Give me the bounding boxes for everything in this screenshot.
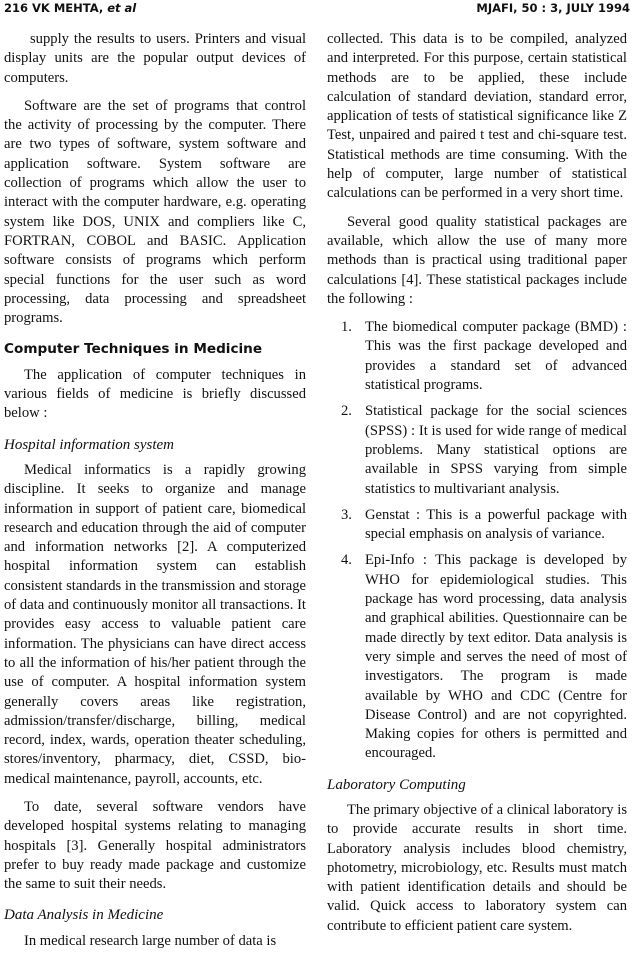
paragraph: supply the results to users. Printers and visual display units are the popular output devices of computers. [4,31,306,86]
list-item [327,506,627,545]
right-column [327,30,627,945]
list-item [327,551,627,763]
subsection-heading: Hospital information system [4,436,175,453]
list-text: The biomedical computer package (BMD) : This was the first package developed and provides a standard set of advanced statistical programs. [365,319,627,394]
header-author [4,1,136,15]
list-number: 3. [341,506,352,523]
subsection-heading: Data Analysis in Medicine [4,907,164,924]
left-column [4,30,306,960]
running-header [4,0,630,16]
list-item [327,318,627,395]
list-text: Statistical package for the social sciences (SPSS) : It is used for wide range of medical problems. Many statistical options are available in SPSS varying from simple statistics to multivariant analysis. [365,403,627,497]
list-number: 1. [341,319,352,336]
paragraph: The application of computer techniques in various fields of medicine is briefly discussed below : [4,366,306,422]
paragraph: The primary objective of a clinical laboratory is to provide accurate results in short time. Laboratory analysis includes blood chemistry, photometry, microbiology, etc. Results must match with patient identification details and should be valid. Quick access to laboratory system can contribute to efficient patient care system. [327,801,627,934]
paragraph: To date, several software vendors have developed hospital systems relating to managing hospitals [3]. Generally hospital administrators prefer to buy ready made package and customize the same to suit their needs. [4,798,306,893]
header-author-plain: 216 VK MEHTA, [4,1,108,15]
list-item [327,402,627,498]
package-list [327,318,627,764]
list-text: Epi-Info : This package is developed by WHO for epidemiological studies. This package has word processing, data analysis and graphical abilities. Questionnaire can be made directly by text editor. Data analysis is very simple and serves the need of most of investigators. The program is made available by WHO and CDC (Centre for Disease Control) and are not copyrighted. Making copies for others is permitted and encouraged. [365,552,627,762]
header-author-etal: et al [107,1,137,15]
header-journal: MJAFI, 50 : 3, JULY 1994 [476,1,630,15]
paragraph: Software are the set of programs that control the activity of processing by the computer. There are two types of software, system software and application software. System software are collection of programs which allow the user to interact with the computer hardware, e.g. operating system like DOS, UNIX and compliers like C, FORTRAN, COBOL and BASIC. Application software consists of programs which perform special functions for the user such as word processing, data processing and spreadsheet programs. [4,97,306,327]
list-text: Genstat : This is a powerful package with special emphasis on analysis of variance. [365,506,627,543]
list-number: 2. [341,403,352,420]
paragraph: In medical research large number of data is [24,932,277,949]
list-number: 4. [341,552,352,569]
section-heading: Computer Techniques in Medicine [4,341,263,358]
subsection-heading: Laboratory Computing [327,776,466,793]
paragraph: collected. This data is to be compiled, analyzed and interpreted. For this purpose, certain statistical methods are to be applied, these include calculation of standard deviation, standard error, application of tests of statistical significance like Z Test, unpaired and paired t test and chi-square test. Statistical methods are time consuming. With the help of computer, large number of statistical calculations can be performed in a very short time. [327,31,627,202]
paragraph: Medical informatics is a rapidly growing discipline. It seeks to organize and manage information in support of patient care, biomedical research and education through the aid of computer and information networks [2]. A computerized hospital information system can establish consistent standards in the transmission and storage of data and continuously monitor all transactions. It provides easy access to valuable patient care information. The physicians can have direct access to all the information of his/her patient through the use of computer. A hospital information system generally covers areas like registration, admission/transfer/discharge, billing, medical record, index, wards, operation theater scheduling, stores/inventory, pharmacy, diet, CSSD, bio-medical maintenance, payroll, accounts, etc. [4,461,306,787]
paragraph: Several good quality statistical packages are available, which allow the use of many more methods than is practical using traditional paper calculations [4]. These statistical packages include the following : [327,213,627,307]
